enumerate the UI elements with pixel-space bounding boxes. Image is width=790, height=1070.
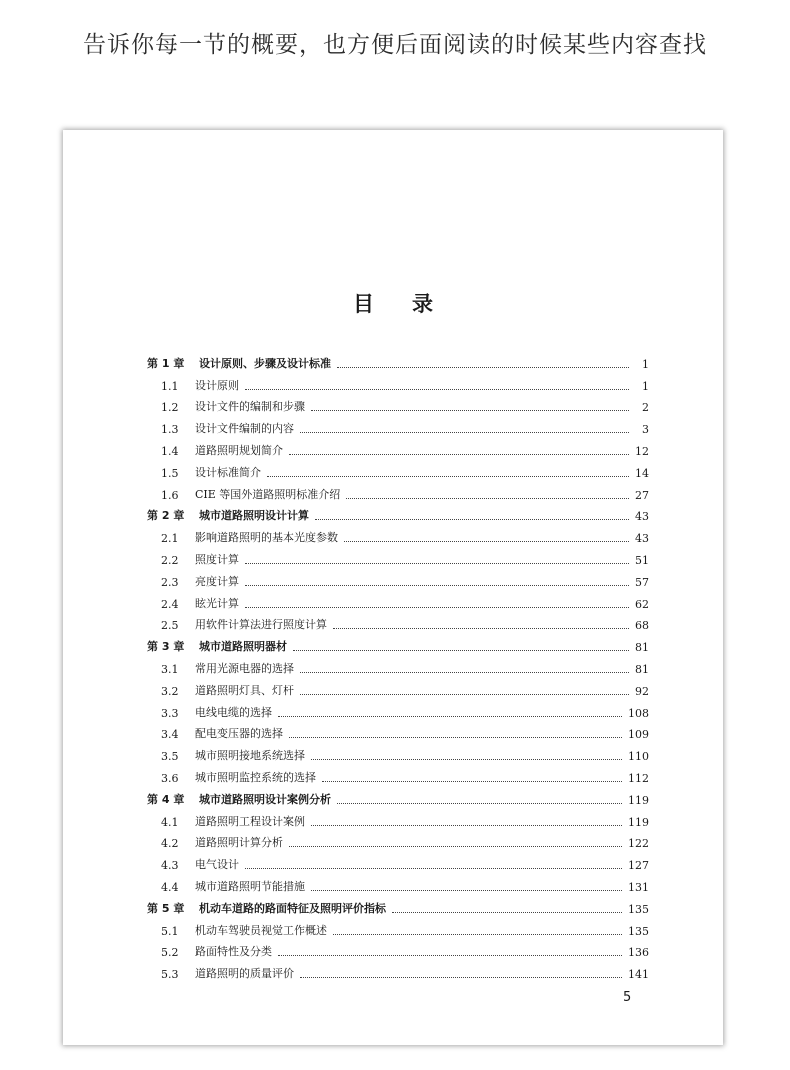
dot-leader	[333, 933, 622, 935]
toc-section-row	[147, 938, 649, 960]
toc-entry-number: 3.4	[161, 728, 179, 742]
toc-entry-page: 127	[628, 859, 649, 873]
toc-entry-page: 112	[628, 771, 649, 785]
toc-entry-number: 3.3	[161, 706, 179, 720]
toc-entry-page: 51	[635, 553, 649, 567]
toc-section-row	[147, 959, 649, 981]
toc-chapter-row	[147, 894, 649, 916]
dot-leader	[333, 627, 629, 629]
toc-entry-title: 电气设计	[195, 858, 239, 872]
toc-entry-title: 设计原则	[195, 378, 239, 392]
toc-entry-number: 4.1	[161, 815, 179, 829]
toc-entry-title: 城市照明监控系统的选择	[195, 770, 316, 784]
toc-entry-number: 第 5 章	[147, 901, 185, 915]
toc-entry-title: 用软件计算法进行照度计算	[195, 618, 327, 632]
dot-leader	[311, 889, 622, 891]
toc-entry-title: 影响道路照明的基本光度参数	[195, 531, 338, 545]
toc-section-row	[147, 480, 649, 502]
toc-entry-number: 第 3 章	[147, 640, 185, 654]
toc-entry-title: 城市照明接地系统选择	[195, 749, 305, 763]
toc-entry-number: 1.1	[161, 379, 179, 393]
toc-entry-title: 照度计算	[195, 552, 239, 566]
toc-entry-title: 城市道路照明器材	[199, 640, 287, 654]
table-of-contents	[147, 349, 649, 981]
toc-entry-number: 3.1	[161, 662, 179, 676]
dot-leader	[392, 911, 622, 913]
dot-leader	[245, 388, 629, 390]
dot-leader	[289, 845, 622, 847]
dot-leader	[300, 431, 629, 433]
toc-entry-page: 135	[628, 924, 649, 938]
toc-entry-title: 城市道路照明设计案例分析	[199, 792, 331, 806]
toc-entry-number: 4.2	[161, 837, 179, 851]
toc-entry-title: 道路照明灯具、灯杆	[195, 683, 294, 697]
toc-section-row	[147, 850, 649, 872]
dot-leader	[245, 584, 629, 586]
toc-entry-title: 路面特性及分类	[195, 945, 272, 959]
toc-entry-number: 1.3	[161, 423, 179, 437]
toc-entry-title: 电线电缆的选择	[195, 705, 272, 719]
toc-entry-page: 110	[628, 750, 649, 764]
toc-entry-title: 设计标准简介	[195, 465, 261, 479]
toc-chapter-row	[147, 502, 649, 524]
toc-entry-title: 道路照明规划简介	[195, 443, 283, 457]
toc-entry-title: 设计原则、步骤及设计标准	[199, 356, 331, 370]
dot-leader	[315, 518, 629, 520]
toc-entry-title: 机动车道路的路面特征及照明评价指标	[199, 901, 386, 915]
dot-leader	[300, 693, 629, 695]
toc-section-row	[147, 589, 649, 611]
toc-entry-number: 2.5	[161, 619, 179, 633]
toc-entry-title: CIE 等国外道路照明标准介绍	[195, 487, 341, 501]
toc-entry-page: 12	[635, 444, 649, 458]
toc-entry-page: 135	[628, 902, 649, 916]
dot-leader	[311, 758, 622, 760]
toc-entry-number: 2.2	[161, 553, 179, 567]
dot-leader	[300, 976, 622, 978]
dot-leader	[311, 409, 629, 411]
toc-entry-page: 119	[628, 793, 649, 807]
toc-entry-title: 常用光源电器的选择	[195, 661, 294, 675]
toc-entry-number: 4.3	[161, 859, 179, 873]
toc-section-row	[147, 654, 649, 676]
toc-entry-page: 81	[635, 662, 649, 676]
dot-leader	[322, 780, 622, 782]
toc-entry-number: 4.4	[161, 880, 179, 894]
toc-section-row	[147, 807, 649, 829]
toc-entry-title: 机动车驾驶员视觉工作概述	[195, 923, 327, 937]
toc-entry-number: 1.2	[161, 401, 179, 415]
toc-entry-page: 131	[628, 880, 649, 894]
toc-entry-page: 109	[628, 728, 649, 742]
book-page	[63, 130, 723, 1045]
toc-entry-title: 设计文件编制的内容	[195, 422, 294, 436]
toc-entry-number: 2.4	[161, 597, 179, 611]
dot-leader	[245, 562, 629, 564]
toc-entry-page: 57	[635, 575, 649, 589]
toc-section-row	[147, 567, 649, 589]
toc-section-row	[147, 698, 649, 720]
toc-entry-page: 136	[628, 946, 649, 960]
toc-section-row	[147, 436, 649, 458]
toc-entry-page: 1	[642, 379, 649, 393]
toc-chapter-row	[147, 349, 649, 371]
dot-leader	[278, 715, 622, 717]
dot-leader	[311, 824, 622, 826]
dot-leader	[245, 867, 622, 869]
toc-entry-number: 2.1	[161, 532, 179, 546]
toc-entry-number: 1.4	[161, 444, 179, 458]
toc-section-row	[147, 829, 649, 851]
dot-leader	[289, 453, 629, 455]
toc-entry-number: 1.5	[161, 466, 179, 480]
dot-leader	[346, 497, 629, 499]
dot-leader	[278, 954, 622, 956]
toc-entry-number: 5.3	[161, 968, 179, 982]
toc-entry-page: 62	[635, 597, 649, 611]
toc-entry-title: 道路照明计算分析	[195, 836, 283, 850]
toc-entry-number: 5.2	[161, 946, 179, 960]
image-caption: 告诉你每一节的概要，也方便后面阅读的时候某些内容查找	[83, 32, 707, 58]
toc-section-row	[147, 872, 649, 894]
toc-entry-number: 第 2 章	[147, 509, 185, 523]
toc-entry-page: 108	[628, 706, 649, 720]
toc-entry-title: 亮度计算	[195, 574, 239, 588]
dot-leader	[300, 671, 629, 673]
toc-entry-title: 城市道路照明设计计算	[199, 509, 309, 523]
toc-entry-page: 122	[628, 837, 649, 851]
toc-section-row	[147, 720, 649, 742]
toc-section-row	[147, 393, 649, 415]
toc-entry-page: 1	[642, 357, 649, 371]
dot-leader	[337, 366, 629, 368]
dot-leader	[293, 649, 629, 651]
toc-entry-page: 27	[635, 488, 649, 502]
toc-section-row	[147, 916, 649, 938]
toc-entry-number: 2.3	[161, 575, 179, 589]
toc-heading: 目录	[353, 292, 471, 316]
toc-entry-title: 眩光计算	[195, 596, 239, 610]
toc-entry-number: 第 1 章	[147, 356, 185, 370]
toc-entry-page: 3	[642, 423, 649, 437]
toc-entry-number: 3.5	[161, 750, 179, 764]
page-number: 5	[623, 990, 632, 1005]
toc-section-row	[147, 545, 649, 567]
toc-entry-number: 第 4 章	[147, 792, 185, 806]
dot-leader	[245, 606, 629, 608]
toc-entry-number: 3.6	[161, 771, 179, 785]
toc-entry-page: 43	[635, 510, 649, 524]
toc-entry-number: 5.1	[161, 924, 179, 938]
toc-entry-page: 14	[635, 466, 649, 480]
toc-entry-title: 城市道路照明节能措施	[195, 879, 305, 893]
toc-entry-title: 道路照明的质量评价	[195, 967, 294, 981]
toc-entry-page: 119	[628, 815, 649, 829]
toc-section-row	[147, 523, 649, 545]
dot-leader	[344, 540, 629, 542]
toc-entry-page: 43	[635, 532, 649, 546]
dot-leader	[289, 736, 622, 738]
toc-chapter-row	[147, 785, 649, 807]
toc-entry-number: 3.2	[161, 684, 179, 698]
toc-entry-title: 设计文件的编制和步骤	[195, 400, 305, 414]
toc-section-row	[147, 458, 649, 480]
toc-entry-title: 道路照明工程设计案例	[195, 814, 305, 828]
toc-entry-number: 1.6	[161, 488, 179, 502]
toc-entry-title: 配电变压器的选择	[195, 727, 283, 741]
toc-section-row	[147, 763, 649, 785]
dot-leader	[337, 802, 622, 804]
toc-entry-page: 92	[635, 684, 649, 698]
toc-section-row	[147, 676, 649, 698]
toc-entry-page: 68	[635, 619, 649, 633]
toc-entry-page: 81	[635, 641, 649, 655]
toc-section-row	[147, 741, 649, 763]
toc-section-row	[147, 414, 649, 436]
toc-entry-page: 2	[642, 401, 649, 415]
toc-chapter-row	[147, 632, 649, 654]
toc-section-row	[147, 371, 649, 393]
toc-section-row	[147, 611, 649, 633]
toc-entry-page: 141	[628, 968, 649, 982]
dot-leader	[267, 475, 629, 477]
